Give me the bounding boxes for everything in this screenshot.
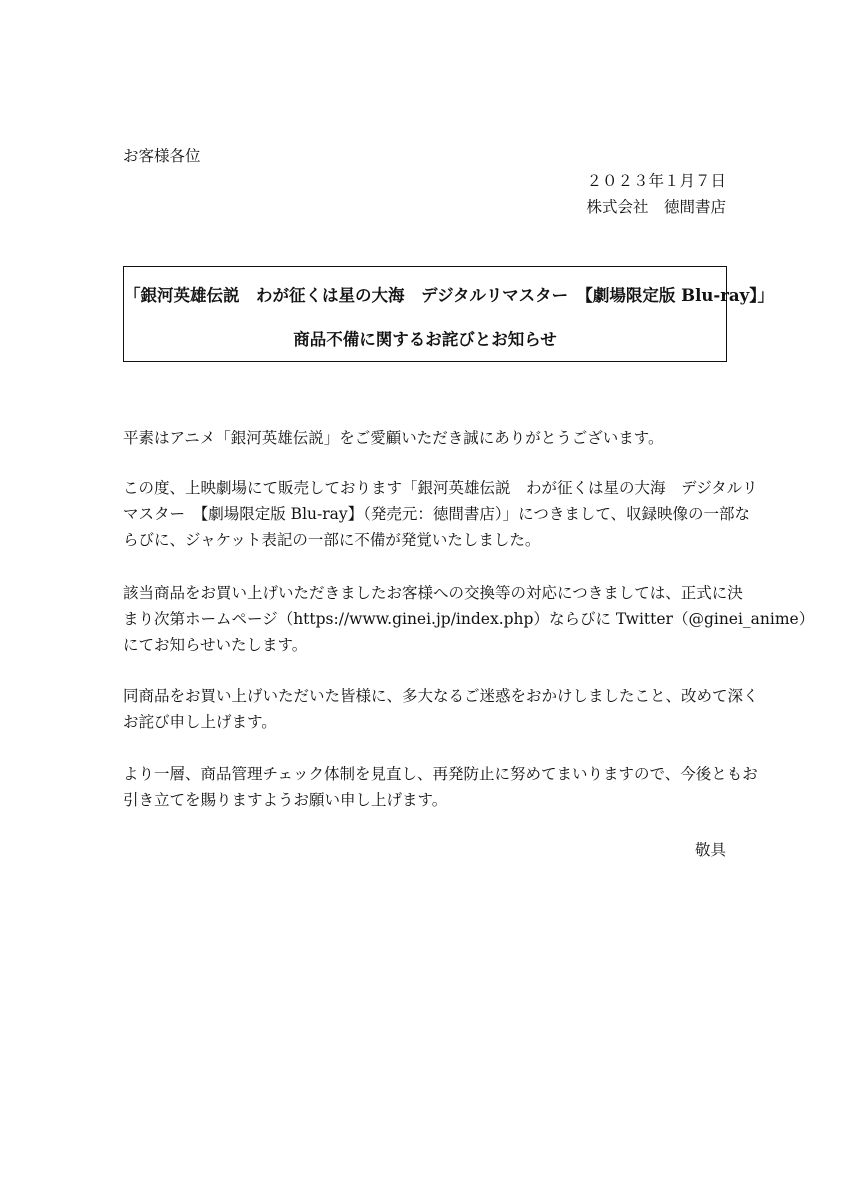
paragraph-line: まり次第ホームページ（https://www.ginei.jp/index.php）ならびに Twitter（@ginei_anime） xyxy=(123,610,815,628)
paragraph-line: 同商品をお買い上げいただいた皆様に、多大なるご迷惑をおかけしましたこと、改めて深く xyxy=(123,687,759,705)
paragraph-line: にてお知らせいたします。 xyxy=(123,636,308,654)
paragraph-line: マスター 【劇場限定版 Blu-ray】（発売元：徳間書店）」につきまして、収録映像の一部な xyxy=(123,505,751,523)
title-box xyxy=(123,266,774,362)
paragraph-line: この度、上映劇場にて販売しております「銀河英雄伝説 わが征くは星の大海 デジタルリ xyxy=(123,479,758,497)
paragraph-line: より一層、商品管理チェック体制を見直し、再発防止に努めてまいりますので、今後ともお xyxy=(123,765,758,783)
paragraph-line: 平素はアニメ「銀河英雄伝説」をご愛顧いただき誠にありがとうございます。 xyxy=(123,429,664,447)
paragraph-line: 該当商品をお買い上げいただきましたお客様への交換等の対応につきましては、正式に決 xyxy=(123,584,743,602)
notice-subtitle: 商品不備に関するお詫びとお知らせ xyxy=(293,330,557,349)
addressee: お客様各位 xyxy=(123,147,201,165)
notice-title: 「銀河英雄伝説 わが征くは星の大海 デジタルリマスター 【劇場限定版 Blu-ray】」 xyxy=(124,286,774,305)
paragraph-line: 引き立てを賜りますようお願い申し上げます。 xyxy=(123,791,448,809)
sender: 株式会社 徳間書店 xyxy=(586,198,726,216)
date: ２０２３年１月７日 xyxy=(586,172,726,190)
paragraph-line: らびに、ジャケット表記の一部に不備が発覚いたしました。 xyxy=(123,531,541,549)
paragraph-line: お詫び申し上げます。 xyxy=(123,713,277,731)
closing: 敬具 xyxy=(694,841,726,859)
